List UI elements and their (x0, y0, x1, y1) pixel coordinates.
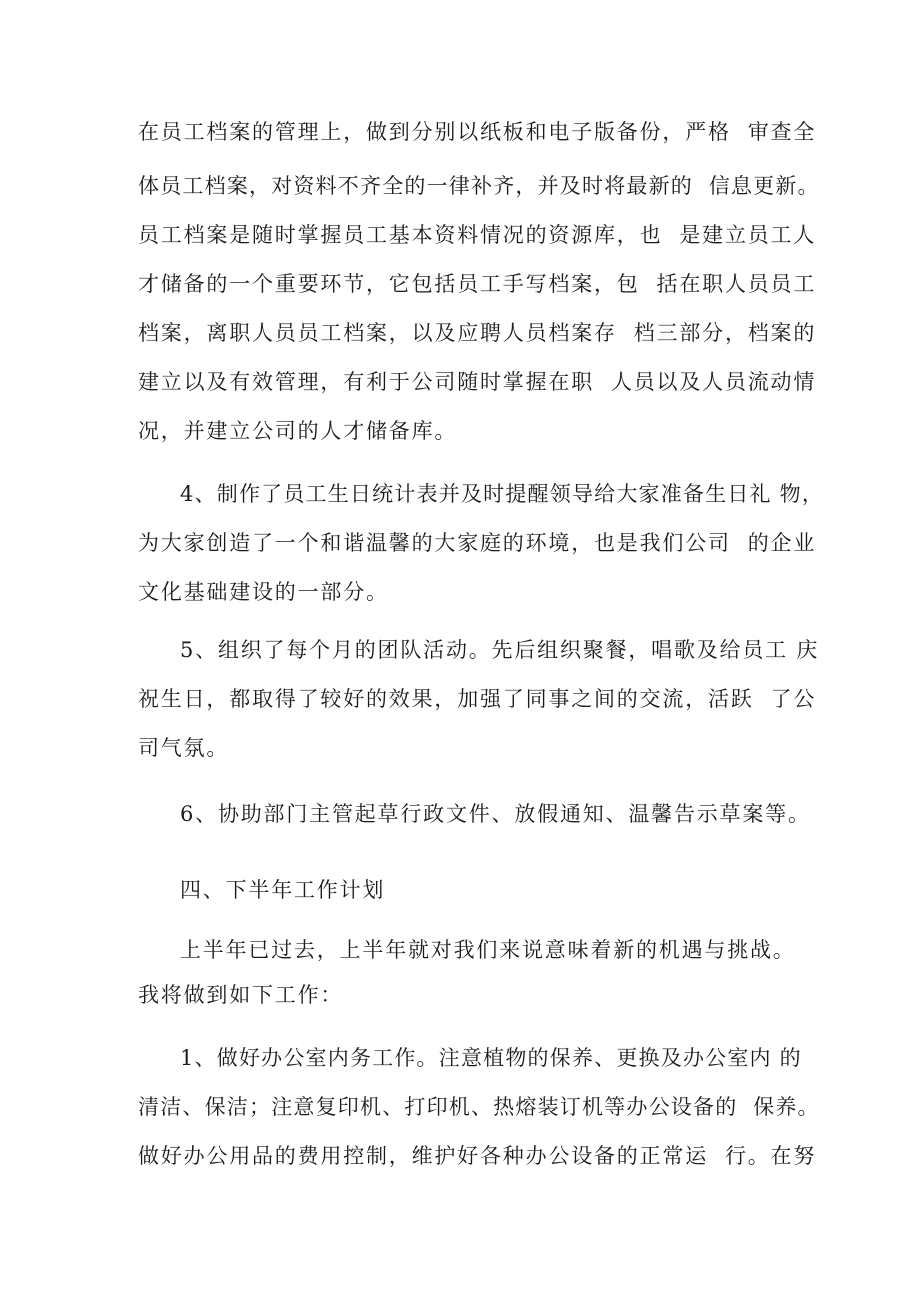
text-line: 4、制作了员工生日统计表并及时提醒领导给大家准备生日礼 物， (180, 482, 825, 506)
text-line: 5、组织了每个月的团队活动。先后组织聚餐，唱歌及给员工 庆 (180, 638, 820, 662)
text-line: 为大家创造了一个和谐温馨的大家庭的环境，也是我们公司 的企业 (138, 531, 817, 555)
text-line: 档案，离职人员员工档案，以及应聘人员档案存 档三部分，档案的 (138, 321, 817, 345)
text-line: 清洁、保洁；注意复印机、打印机、热熔装订机等办公设备的 保养。 (138, 1095, 820, 1119)
text-line: 文化基础建设的一部分。 (138, 580, 389, 604)
text-line: 1、做好办公室内务工作。注意植物的保养、更换及办公室内 的 (180, 1046, 802, 1070)
text-line: 上半年已过去，上半年就对我们来说意味着新的机遇与挑战。 (180, 938, 796, 962)
text-line: 司气氛。 (138, 736, 230, 760)
text-line: 况，并建立公司的人才储备库。 (138, 419, 458, 443)
text-line: 才储备的一个重要环节，它包括员工手写档案，包 括在职人员员工 (138, 272, 817, 296)
text-line: 员工档案是随时掌握员工基本资料情况的资源库，也 是建立员工人 (138, 223, 817, 247)
text-line: 建立以及有效管理，有利于公司随时掌握在职 人员以及人员流动情 (138, 370, 817, 394)
text-line: 做好办公用品的费用控制，维护好各种办公设备的正常运 行。在努 (138, 1144, 817, 1168)
text-line: 祝生日，都取得了较好的效果，加强了同事之间的交流，活跃 了公 (138, 687, 817, 711)
text-line: 体员工档案，对资料不齐全的一律补齐，并及时将最新的 信息更新。 (138, 174, 820, 198)
text-line: 6、协助部门主管起草行政文件、放假通知、温馨告示草案等。 (180, 802, 811, 826)
section-heading: 四、下半年工作计划 (180, 878, 386, 902)
text-line: 我将做到如下工作： (138, 983, 344, 1007)
text-line: 在员工档案的管理上，做到分别以纸板和电子版备份，严格 审查全 (138, 120, 817, 144)
